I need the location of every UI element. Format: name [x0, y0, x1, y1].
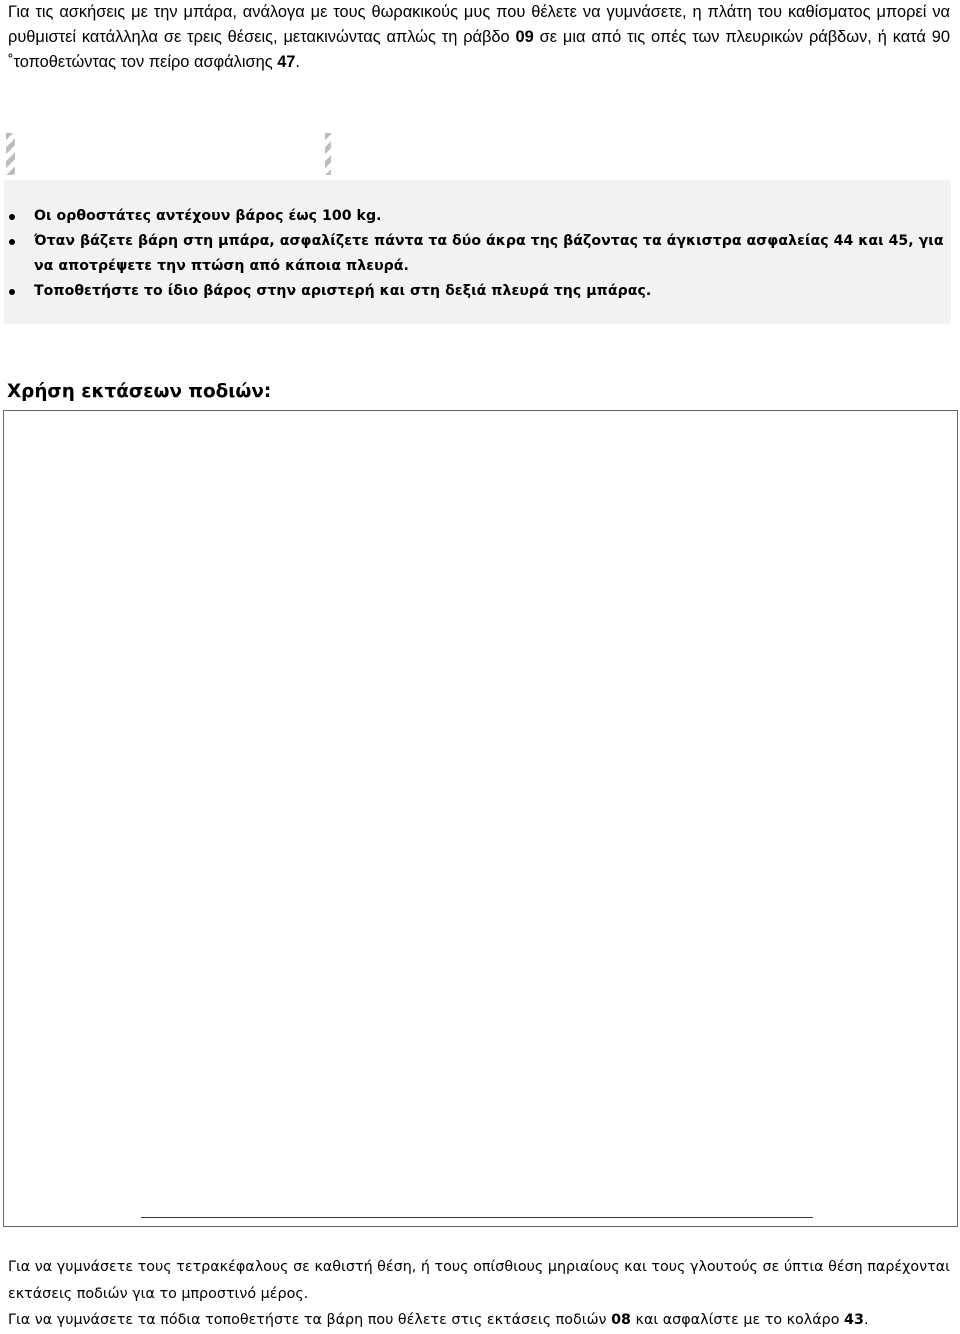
warning-stripe-right [325, 133, 331, 175]
intro-text-1: Για τις ασκήσεις με την μπάρα, ανάλογα με τους θωρακικούς μυς που θέλετε να γυμνάσετε, η πλάτη του καθίσματος μπορεί να ρυθμιστεί κατάλληλα σε τρεις θέσεις, μετακινώντας απλώς τη ράβδο [8, 3, 950, 46]
figure-frame [3, 410, 958, 1227]
safety-notice-box [4, 180, 951, 324]
notice-item-equal-weight: Τοποθετήστε το ίδιο βάρος στην αριστερή και στη δεξιά πλευρά της μπάρας. [4, 279, 951, 304]
figure-divider [141, 1217, 813, 1218]
part-number-collar: 43 [844, 1312, 864, 1328]
section-title: Χρήση εκτάσεων ποδιών: [7, 381, 272, 402]
outro-p2-text-2: και ασφαλίστε με το κολάρο [630, 1312, 845, 1328]
warning-stripe-left [6, 133, 15, 175]
intro-paragraph [8, 0, 950, 75]
intro-text-2: σε μια από τις οπές των πλευρικών ράβδων, ή κατά 90 ˚τοποθετώντας τον πείρο ασφάλισης [8, 28, 950, 71]
outro-p2-text-end: . [863, 1312, 869, 1328]
notice-item-load-limit: Οι ορθοστάτες αντέχουν βάρος έως 100 kg. [4, 204, 951, 229]
outro-paragraph-2 [8, 1307, 950, 1334]
outro-p2-text-1: Για να γυμνάσετε τα πόδια τοποθετήστε τα βάρη που θέλετε στις εκτάσεις ποδιών [8, 1312, 612, 1328]
outro-paragraph-1: Για να γυμνάσετε τους τετρακέφαλους σε καθιστή θέση, ή τους οπίσθιους μηριαίους και τους γλουτούς σε ύπτια θέση παρέχονται εκτάσεις ποδιών για το μπροστινό μέρος. [8, 1259, 950, 1302]
outro-text [8, 1254, 950, 1334]
part-number-pin: 47 [277, 53, 296, 71]
part-number-bar: 09 [515, 28, 534, 46]
intro-text-end: . [295, 53, 300, 71]
safety-notice-list [4, 204, 951, 304]
notice-item-safety-hooks: Όταν βάζετε βάρη στη μπάρα, ασφαλίζετε πάντα τα δύο άκρα της βάζοντας τα άγκιστρα ασφαλείας 44 και 45, για να αποτρέψετε την πτώση από κάποια πλευρά. [4, 229, 951, 279]
part-number-leg-extension: 08 [611, 1312, 631, 1328]
